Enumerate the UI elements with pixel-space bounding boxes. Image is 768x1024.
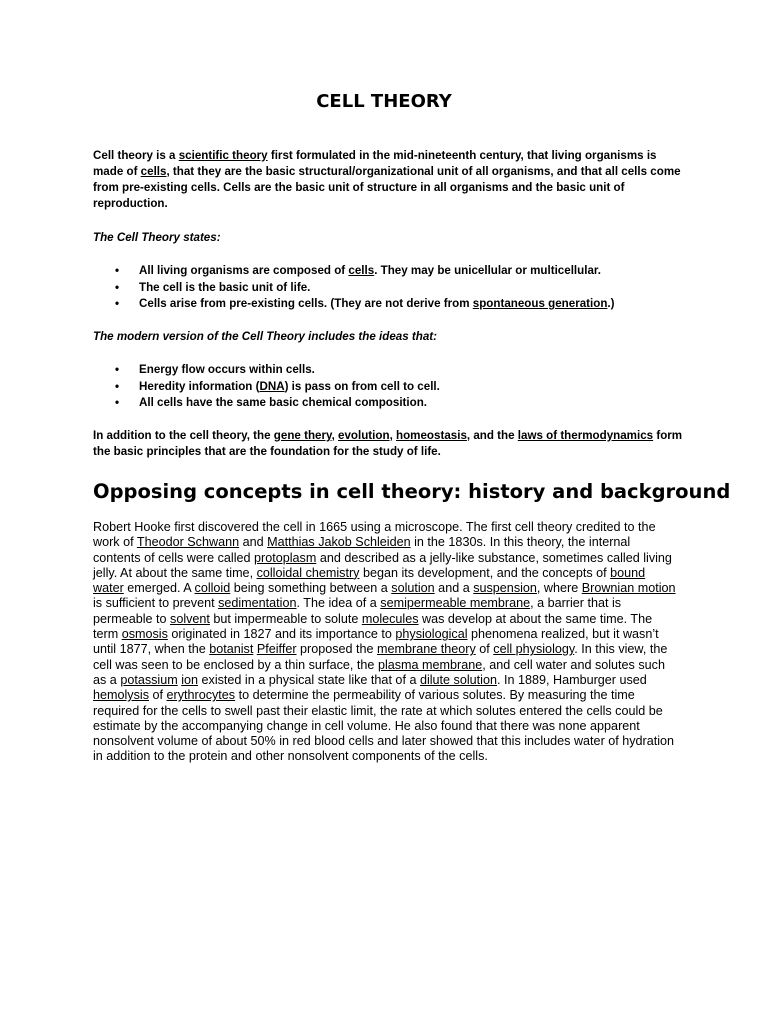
text: phenomena realized, but it wasn’t until 1877, when the	[93, 627, 659, 657]
text: All living organisms are composed of	[139, 264, 349, 277]
text: to determine the permeability of various solutes. By measuring the time required for the cells to swell past their elastic limit, the rate at which solutes entered the cells could be estimate by the accompanying change in cell volume. He also found that there was none apparent nonsolvent volume of about 50% in red blood cells and later showed that this includes water of hydration in addition to the protein and other nonsolvent components of the cells.	[93, 688, 675, 764]
list-item: • All cells have the same basic chemical composition.	[93, 395, 693, 412]
text: , a barrier that is permeable to	[93, 596, 622, 626]
list-item: • The cell is the basic unit of life.	[93, 280, 693, 297]
text: . The idea of a	[296, 596, 381, 611]
link-cell-physiology[interactable]: cell physiology	[493, 642, 575, 657]
link-semipermeable-membrane[interactable]: semipermeable membrane	[380, 596, 531, 611]
text: ,	[389, 429, 397, 442]
intro-paragraph	[93, 148, 683, 212]
link-physiological[interactable]: physiological	[395, 627, 468, 642]
text: first formulated in the mid-nineteenth century, that living organisms is made of	[93, 149, 657, 178]
link-ion[interactable]: ion	[181, 672, 199, 687]
link-colloidal-chemistry[interactable]: colloidal chemistry	[256, 565, 360, 580]
link-matthias-jakob-schleiden[interactable]: Matthias Jakob Schleiden	[267, 535, 411, 550]
states-list	[93, 263, 693, 313]
addition-paragraph	[93, 428, 683, 460]
text: ,	[331, 429, 339, 442]
text: form the basic principles that are the foundation for the study of life.	[93, 429, 683, 458]
link-sedimentation[interactable]: sedimentation	[218, 596, 297, 611]
link-hemolysis[interactable]: hemolysis	[93, 688, 149, 703]
list-item	[93, 379, 693, 396]
link-osmosis[interactable]: osmosis	[121, 627, 168, 642]
text: Cell theory is a	[93, 149, 179, 162]
modern-list	[93, 362, 693, 412]
text: Cells arise from pre-existing cells. (They are not derive from	[139, 297, 473, 310]
link-pfeiffer[interactable]: Pfeiffer	[256, 642, 297, 657]
link-plasma-membrane[interactable]: plasma membrane	[377, 657, 483, 672]
link-spontaneous-generation[interactable]: spontaneous generation	[472, 297, 608, 310]
link-cells[interactable]: cells	[140, 165, 167, 178]
link-dilute-solution[interactable]: dilute solution	[419, 672, 497, 687]
modern-heading: The modern version of the Cell Theory includes the ideas that:	[93, 330, 438, 343]
text: . In this view, the cell was seen to be enclosed by a thin surface, the	[93, 642, 668, 672]
text: ) is pass on from cell to cell.	[284, 379, 440, 393]
text: Robert Hooke first discovered the cell in 1665 using a microscope. The first cell theory credited to the work of	[93, 520, 656, 550]
link-colloid[interactable]: colloid	[194, 581, 231, 596]
link-bound-water[interactable]: bound water	[93, 565, 646, 596]
link-scientific-theory[interactable]: scientific theory	[178, 149, 268, 162]
link-theodor-schwann[interactable]: Theodor Schwann	[136, 535, 240, 550]
section-heading: Opposing concepts in cell theory: history and background	[93, 480, 731, 503]
text: originated in 1827 and its importance to	[167, 627, 396, 642]
text: . They may be unicellular or multicellular.	[374, 264, 601, 277]
link-botanist[interactable]: botanist	[209, 642, 254, 657]
text: of	[149, 688, 167, 703]
list-item	[93, 263, 693, 280]
text: and described as a jelly-like substance, sometimes called living jelly. At about the same time,	[93, 550, 672, 580]
link-dna[interactable]: DNA	[259, 379, 285, 393]
text: , and the	[466, 429, 518, 442]
text: and a	[434, 581, 474, 596]
link-suspension[interactable]: suspension	[473, 581, 537, 596]
text: of	[475, 642, 494, 657]
text: existed in a physical state like that of a	[198, 672, 420, 687]
link-brownian-motion[interactable]: Brownian motion	[581, 581, 676, 596]
text: In addition to the cell theory, the	[93, 429, 274, 442]
list-item	[93, 296, 693, 313]
link-molecules[interactable]: molecules	[361, 611, 419, 626]
text: in the 1830s. In this theory, the internal contents of cells were called	[93, 535, 631, 565]
history-paragraph	[93, 520, 678, 765]
text: , that they are the basic structural/organizational unit of all organisms, and that all cells come from pre-existing cells. Cells are the basic unit of structure in all organisms and the basic unit of reproduction.	[93, 165, 681, 210]
link-solution[interactable]: solution	[391, 581, 435, 596]
link-homeostasis[interactable]: homeostasis	[396, 429, 467, 442]
link-potassium[interactable]: potassium	[120, 672, 178, 687]
link-membrane-theory[interactable]: membrane theory	[377, 642, 476, 657]
link-protoplasm[interactable]: protoplasm	[254, 550, 317, 565]
states-heading: The Cell Theory states:	[93, 231, 221, 244]
text: is sufficient to prevent	[93, 596, 219, 611]
link-solvent[interactable]: solvent	[170, 611, 210, 626]
text: emerged. A	[123, 581, 195, 596]
text: was develop at about the same time. The term	[93, 611, 653, 642]
text: Heredity information (	[139, 379, 260, 393]
text: . In 1889, Hamburger used	[496, 672, 647, 687]
link-erythrocytes[interactable]: erythrocytes	[166, 688, 236, 703]
link-evolution[interactable]: evolution	[338, 429, 390, 442]
link-laws-of-thermodynamics[interactable]: laws of thermodynamics	[517, 429, 654, 442]
list-item: • Energy flow occurs within cells.	[93, 362, 693, 379]
text: but impermeable to solute	[209, 611, 362, 626]
text: proposed the	[296, 642, 378, 657]
text: began its development, and the concepts of	[359, 565, 611, 580]
text: and	[239, 535, 268, 550]
link-cells[interactable]: cells	[348, 264, 375, 277]
page-title: CELL THEORY	[316, 91, 452, 112]
text: .)	[607, 297, 615, 310]
text: , and cell water and solutes such as a	[93, 657, 665, 687]
text: being something between a	[230, 581, 392, 596]
text: , where	[536, 581, 582, 596]
link-gene-theory[interactable]: gene thery	[273, 429, 332, 442]
